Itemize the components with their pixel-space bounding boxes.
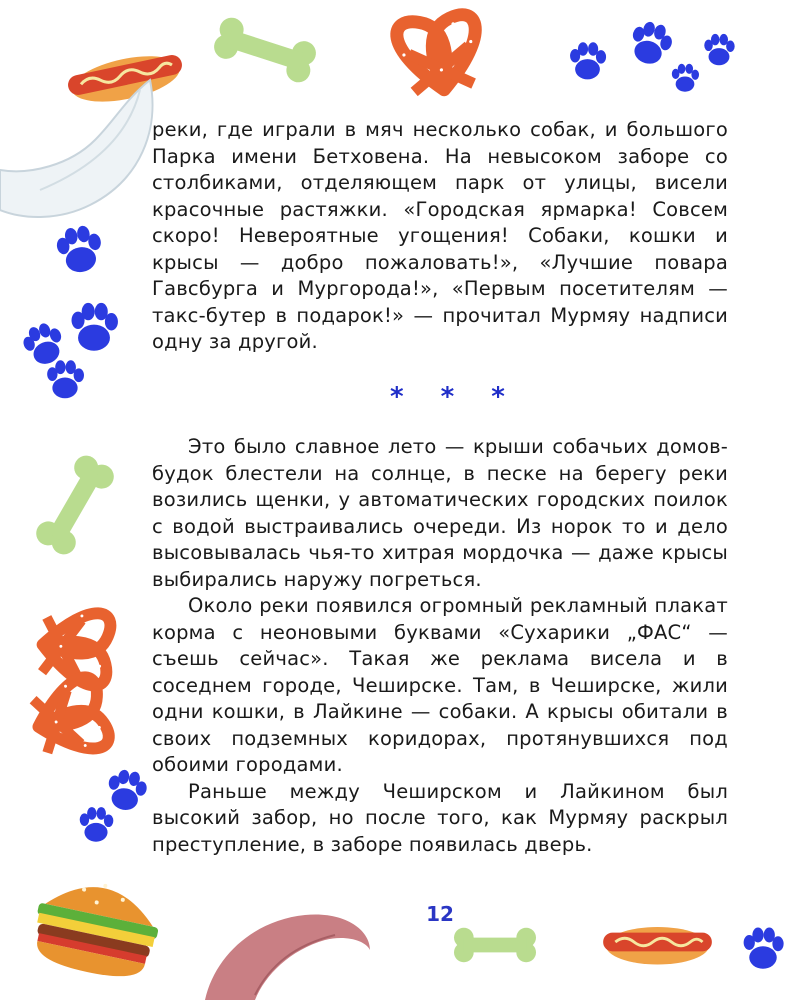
pink-tail-icon xyxy=(195,905,375,1000)
paw-icon xyxy=(668,62,702,96)
paragraph: Около реки появился огромный рекламный плакат корма с неоновыми буквами «Сухарики „ФАС“ — съешь сейчас». Такая же реклама висела и в соседнем городе, Чеширске. Там, в Чеширске, жили одни кошки, в Лайкине — собаки. А крысы обитали в своих подземных коридорах, протянувшихся под обоими городами. xyxy=(152,594,728,776)
paragraph: Раньше между Чеширском и Лайкином был высокий забор, но после того, как Мурмяу раскрыл преступление, в заборе появилась дверь. xyxy=(152,779,728,856)
bone-icon xyxy=(25,445,125,565)
feather-tail-icon xyxy=(0,70,170,230)
pretzel-icon xyxy=(380,5,500,100)
section-separator: * * * xyxy=(390,382,519,412)
paw-icon xyxy=(565,40,610,85)
paw-icon xyxy=(42,358,88,404)
paw-icon xyxy=(65,300,123,358)
text-block-top xyxy=(152,117,728,356)
page-number: 12 xyxy=(426,902,454,926)
bone-icon xyxy=(430,918,560,973)
burger-icon xyxy=(22,865,172,985)
paragraph: реки, где играли в мяч несколько собак, и большого Парка имени Бетховена. На невысоком заборе со столбиками, отделяющем парк от улицы, висели красочные растяжки. «Городская ярмарка! Совсем скоро! Невероятные угощения! Собаки, кошки и крысы — добро пожаловать!», «Лучшие повара Гавсбурга и Мургорода!», «Первым посетителям — такс-бутер в подарок!» — прочитал Мурмяу надписи одну за другой. xyxy=(152,118,728,353)
hotdog-icon xyxy=(595,912,720,972)
pretzel-icon xyxy=(10,665,120,765)
paw-icon xyxy=(52,224,107,279)
paragraph: Это было славное лето — крыши собачьих домов-будок блестели на солнце, в песке на берегу реки возились щенки, у автоматических городских поилок с водой выстраивались очереди. Из норок то и дело высовывалась чья-то хитрая мордочка — даже крысы выбирались наружу погреться. xyxy=(152,435,728,591)
paw-icon xyxy=(700,32,738,70)
paw-icon xyxy=(738,925,788,975)
text-block-main xyxy=(152,434,728,858)
bone-icon xyxy=(200,10,330,90)
paw-icon xyxy=(75,805,117,847)
